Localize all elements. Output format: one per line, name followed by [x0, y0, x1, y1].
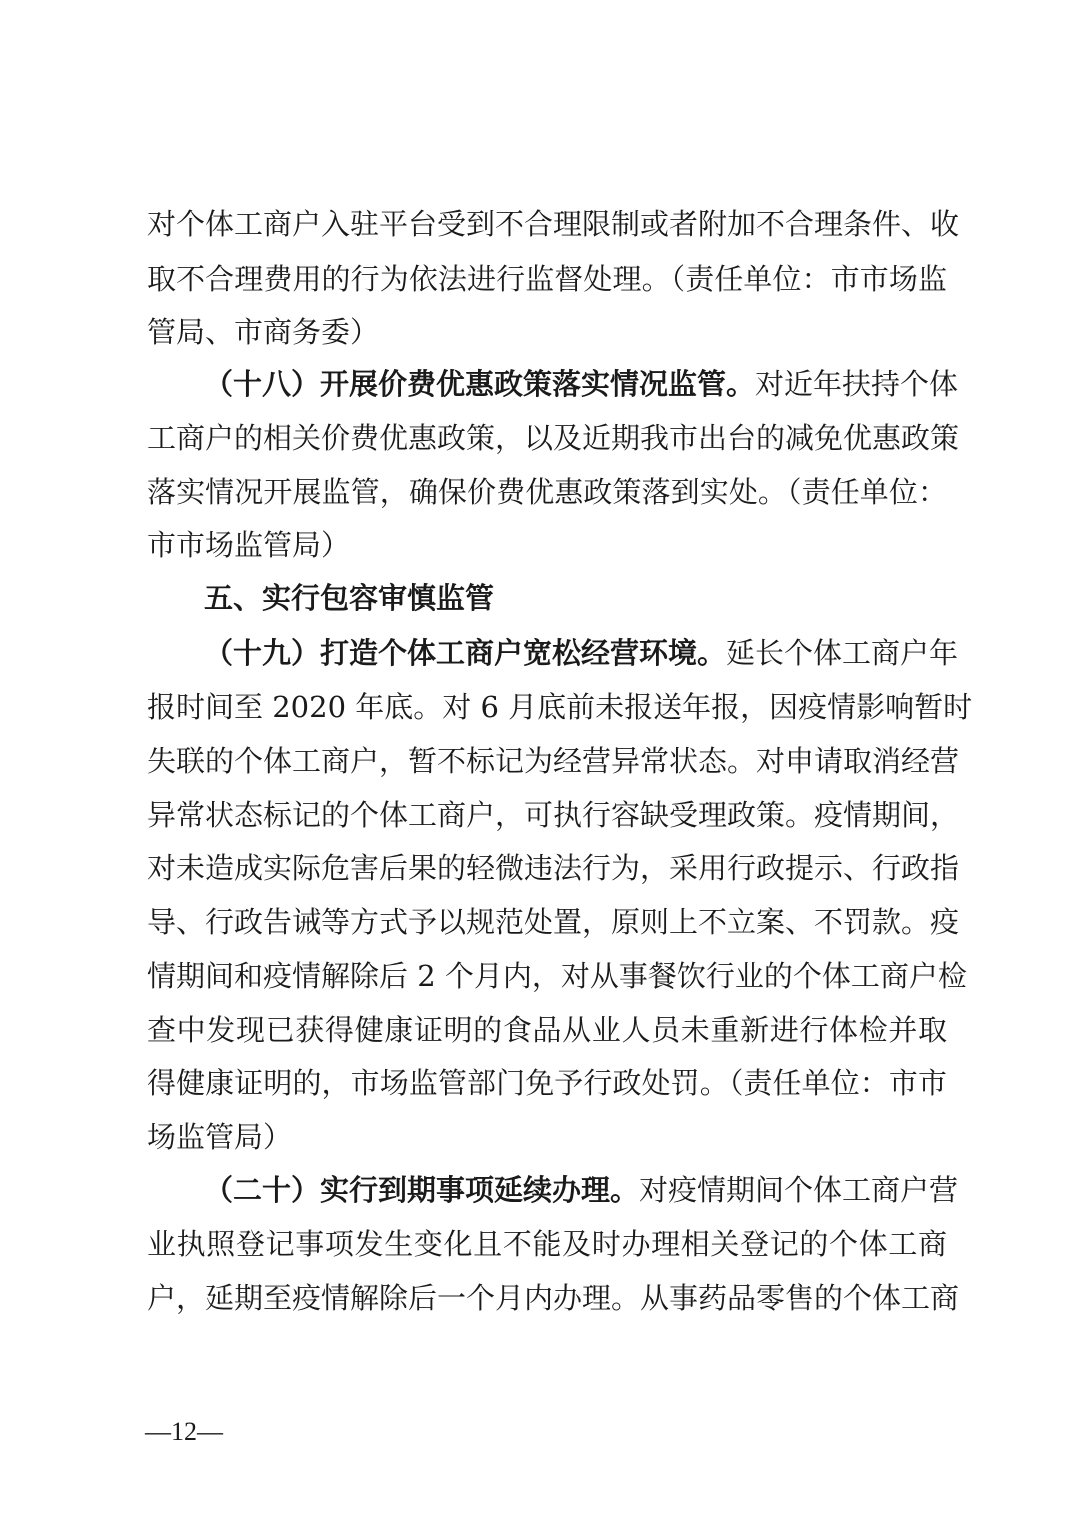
line-text: 情期间和疫情解除后 2 个月内，对从事餐饮行业的个体工商户检 [147, 959, 967, 993]
line-text: 报时间至 2020 年底。对 6 月底前未报送年报，因疫情影响暂时 [147, 690, 973, 724]
body-line-12 [147, 788, 960, 842]
body-line-10 [147, 680, 973, 734]
line-text: 对未造成实际危害后果的轻微违法行为，采用行政提示、行政指 [147, 851, 960, 885]
line-text: 工商户的相关价费优惠政策，以及近期我市出台的减免优惠政策 [147, 421, 960, 455]
line-text: 失联的个体工商户，暂不标记为经营异常状态。对申请取消经营 [147, 744, 960, 778]
body-line-6 [147, 465, 947, 519]
line-text: 业执照登记事项发生变化且不能及时办理相关登记的个体工商 [147, 1227, 947, 1261]
line-text: 得健康证明的，市场监管部门免予行政处罚。（责任单位：市市 [147, 1066, 947, 1100]
body-line-14 [147, 895, 960, 949]
line-text: 异常状态标记的个体工商户，可执行容缺受理政策。疫情期间， [147, 798, 960, 832]
line-text: 落实情况开展监管，确保价费优惠政策落到实处。（责任单位： [147, 475, 947, 509]
line-text: 管局、市商务委） [147, 315, 380, 349]
body-line-13 [147, 841, 960, 895]
line-text: 对疫情期间个体工商户营 [639, 1173, 959, 1207]
paragraph-18-first-line [204, 357, 959, 411]
body-line-5 [147, 411, 960, 465]
line-text: 对近年扶持个体 [755, 367, 959, 401]
body-line-1 [147, 197, 960, 251]
paragraph-20-first-line [204, 1163, 959, 1217]
body-line-3 [147, 305, 947, 359]
section-heading-5: 五、实行包容审慎监管 [204, 581, 495, 615]
body-line-16 [147, 1003, 947, 1057]
paragraph-19-heading: （十九）打造个体工商户宽松经营环境。 [204, 636, 727, 670]
body-line-21 [147, 1271, 960, 1325]
line-text: 查中发现已获得健康证明的食品从业人员未重新进行体检并取 [147, 1013, 947, 1047]
paragraph-19-first-line [204, 626, 959, 680]
line-text: 户，延期至疫情解除后一个月内办理。从事药品零售的个体工商 [147, 1281, 960, 1315]
paragraph-18-heading: （十八）开展价费优惠政策落实情况监管。 [204, 367, 756, 401]
line-text: 取不合理费用的行为依法进行监督处理。（责任单位：市市场监 [147, 262, 947, 296]
body-line-7 [147, 518, 947, 572]
body-line-2 [147, 252, 947, 306]
line-text: 市市场监管局） [147, 528, 351, 562]
line-text: 延长个体工商户年 [726, 636, 959, 670]
body-line-11 [147, 734, 960, 788]
body-line-20 [147, 1217, 947, 1271]
body-line-15 [147, 949, 967, 1003]
body-line-18 [147, 1110, 947, 1164]
paragraph-20-heading: （二十）实行到期事项延续办理。 [204, 1173, 640, 1207]
line-text: 场监管局） [147, 1120, 293, 1154]
body-line-17 [147, 1056, 947, 1110]
line-text: 导、行政告诫等方式予以规范处置，原则上不立案、不罚款。疫 [147, 905, 960, 939]
page-number: —12— [145, 1417, 223, 1446]
line-text: 对个体工商户入驻平台受到不合理限制或者附加不合理条件、收 [147, 207, 960, 241]
